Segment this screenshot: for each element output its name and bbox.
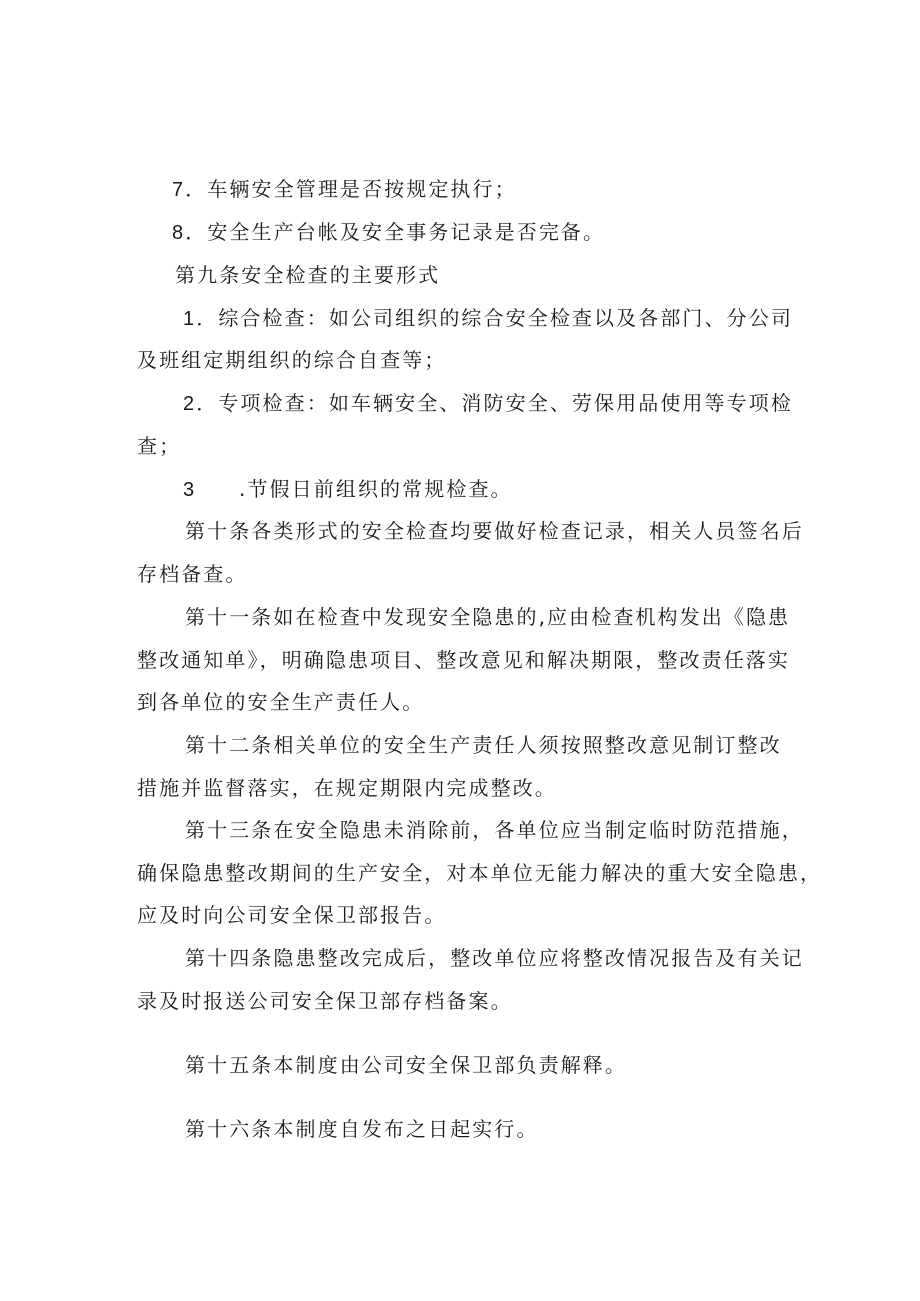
article-13-line-1: 第十三条在安全隐患未消除前，各单位应当制定临时防范措施， <box>185 818 804 842</box>
list-item-1 <box>183 306 793 331</box>
item-number: 3 <box>183 479 197 501</box>
article-14-line-1: 第十四条隐患整改完成后，整改单位应将整改情况报告及有关记 <box>185 946 804 970</box>
article-14-line-2: 录及时报送公司安全保卫部存档备案。 <box>137 989 513 1013</box>
article-13-line-2: 确保隐患整改期间的生产安全，对本单位无能力解决的重大安全隐患， <box>137 861 823 885</box>
list-item-2 <box>183 391 793 416</box>
article-16: 第十六条本制度自发布之日起实行。 <box>185 1117 539 1141</box>
item-text: ．车辆安全管理是否按规定执行； <box>185 177 517 201</box>
item-number: 1 <box>183 308 197 330</box>
item-number: 2 <box>183 393 197 415</box>
article-9-heading: 第九条安全检查的主要形式 <box>175 263 441 287</box>
item-text: ．专项检查：如车辆安全、消防安全、劳保用品使用等专项检 <box>196 391 793 415</box>
list-item-1-continuation: 及班组定期组织的综合自查等； <box>137 348 447 372</box>
list-item-8 <box>172 220 605 245</box>
item-number: 7 <box>172 179 186 201</box>
list-item-3 <box>183 477 513 502</box>
item-text: ．安全生产台帐及安全事务记录是否完备。 <box>185 220 606 244</box>
article-10-line-2: 存档备查。 <box>137 562 248 586</box>
article-11-line-3: 到各单位的安全生产责任人。 <box>137 690 425 714</box>
item-number: 8 <box>172 222 186 244</box>
item-text: .节假日前组织的常规检查。 <box>239 477 513 501</box>
article-15: 第十五条本制度由公司安全保卫部负责解释。 <box>185 1053 627 1077</box>
article-10-line-1: 第十条各类形式的安全检查均要做好检查记录，相关人员签名后 <box>185 519 804 543</box>
article-11-line-2: 整改通知单》，明确隐患项目、整改意见和解决期限，整改责任落实 <box>137 648 790 672</box>
article-12-line-1: 第十二条相关单位的安全生产责任人须按照整改意见制订整改 <box>185 733 782 757</box>
list-item-2-continuation: 查； <box>137 434 182 458</box>
item-text: ．综合检查：如公司组织的综合安全检查以及各部门、分公司 <box>196 306 793 330</box>
article-11-line-1: 第十一条如在检查中发现安全隐患的,应由检查机构发出《隐患 <box>185 605 791 629</box>
article-12-line-2: 措施并监督落实，在规定期限内完成整改。 <box>137 776 557 800</box>
list-item-7 <box>172 177 517 202</box>
article-13-line-3: 应及时向公司安全保卫部报告。 <box>137 903 447 927</box>
